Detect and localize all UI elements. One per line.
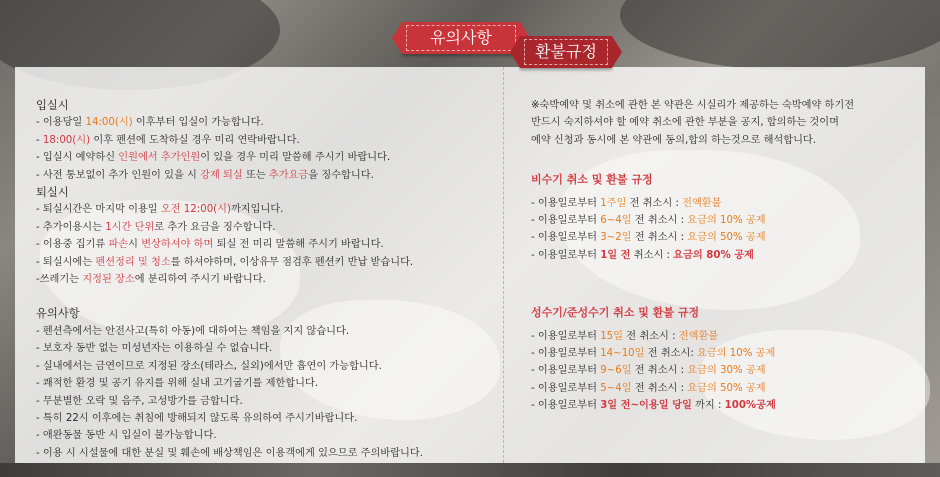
highlight-text: 요금의 30% 공제 bbox=[687, 365, 766, 377]
plain-text: - 퇴실시에는 bbox=[36, 256, 96, 268]
list-item bbox=[531, 195, 911, 212]
bottom-band bbox=[0, 463, 940, 477]
list-item bbox=[531, 247, 911, 264]
list-item bbox=[531, 345, 911, 362]
list-item bbox=[36, 219, 501, 236]
highlight-text: 18:00(시) bbox=[42, 134, 91, 146]
plain-text: 전 취소시 : bbox=[623, 330, 679, 342]
list-item bbox=[531, 328, 911, 345]
list-item bbox=[36, 254, 501, 271]
plain-text: - 이용일로부터 bbox=[531, 215, 601, 227]
list-item bbox=[36, 236, 501, 253]
plain-text: 전 취소시 : bbox=[631, 365, 688, 377]
refund-column bbox=[531, 97, 911, 415]
plain-text: - 입실시 예약하신 bbox=[36, 152, 119, 164]
refund-intro bbox=[531, 97, 911, 149]
list-item bbox=[531, 397, 911, 414]
plain-text: 취소시 : bbox=[630, 249, 674, 261]
highlight-text: 1주일 bbox=[600, 197, 627, 209]
highlight-text: 오전 12:00(시) bbox=[160, 204, 231, 216]
list-item bbox=[531, 229, 911, 246]
plain-text: 전 취소시 : bbox=[631, 232, 688, 244]
plain-text: 전 취소시 : bbox=[626, 197, 683, 209]
peak-list bbox=[531, 328, 911, 415]
highlight-text: 인원에서 추가인원 bbox=[118, 152, 201, 164]
plain-text: - 이용일로부터 bbox=[531, 232, 601, 244]
highlight-text: 15일 bbox=[600, 330, 624, 342]
plain-text: 까지 : bbox=[691, 400, 725, 412]
list-item bbox=[36, 132, 501, 149]
plain-text: - 이용일로부터 bbox=[531, 348, 601, 360]
plain-text: - 퇴실시간은 마지막 이용일 bbox=[36, 204, 161, 216]
plain-text: 전 취소시 : bbox=[631, 215, 688, 227]
highlight-text: 14~10일 bbox=[600, 348, 645, 360]
highlight-text: 추가요금 bbox=[268, 169, 309, 181]
list-item bbox=[531, 380, 911, 397]
plain-text: -쓰레기는 bbox=[36, 274, 83, 286]
plain-text: - 이용중 집기류 bbox=[36, 239, 109, 251]
plain-text: - 추가이용시는 bbox=[36, 221, 106, 233]
highlight-text: 전액환불 bbox=[678, 330, 719, 342]
highlight-text: 파손 bbox=[108, 239, 129, 251]
tab-refund[interactable] bbox=[520, 36, 612, 68]
list-item: - 무분별한 오락 및 음주, 고성방가를 금합니다. bbox=[36, 395, 243, 407]
list-item: - 쾌적한 환경 및 공기 유지를 위해 실내 고기굽기를 제한합니다. bbox=[36, 378, 319, 390]
highlight-text: 3일 전~이용일 당일 bbox=[600, 400, 692, 412]
list-item: - 이용 시 시설물에 대한 분실 및 훼손에 배상책임은 이용객에게 있으므로 주의바랍니다. bbox=[36, 447, 423, 459]
list-item bbox=[531, 362, 911, 379]
plain-text: 이 있을 경우 미리 말씀해 주시기 바랍니다. bbox=[200, 152, 391, 164]
highlight-text: 전액환불 bbox=[682, 197, 722, 209]
list-item: ※숙박예약 및 취소에 관한 본 약관은 시실리가 제공하는 숙박예약 하기전 bbox=[531, 100, 855, 111]
plain-text: - bbox=[36, 134, 43, 146]
plain-text: - 이용일로부터 bbox=[531, 330, 601, 342]
plain-text: - 이용일로부터 bbox=[531, 365, 601, 377]
list-item: - 특히 22시 이후에는 취침에 방해되지 않도록 유의하여 주시기바랍니다. bbox=[36, 412, 358, 424]
highlight-text: 요금의 80% 공제 bbox=[673, 249, 754, 261]
highlight-text: 3~2일 bbox=[600, 232, 632, 244]
offpeak-list bbox=[531, 195, 911, 265]
plain-text: 을 징수합니다. bbox=[308, 169, 374, 181]
tab-refund-label: 환불규정 bbox=[524, 39, 608, 65]
highlight-text: 5~4일 bbox=[600, 382, 632, 394]
checkout-heading: 퇴실시 bbox=[36, 186, 69, 200]
plain-text: - 이용일로부터 bbox=[531, 249, 601, 261]
column-divider bbox=[503, 67, 504, 463]
list-item: 반드시 숙지하셔야 할 예약 취소에 관한 부분을 공지, 합의하는 것이며 bbox=[531, 117, 839, 129]
plain-text: - 이용일로부터 bbox=[531, 400, 601, 412]
plain-text: 를 하셔야하며, 이상유무 점검후 펜션키 반납 받습니다. bbox=[170, 256, 414, 268]
highlight-text: 1일 전 bbox=[600, 249, 631, 261]
list-item: 예약 신청과 동시에 본 약관에 동의,합의 하는것으로 해석합니다. bbox=[531, 134, 817, 146]
highlight-text: 강제 퇴실 bbox=[200, 169, 243, 181]
list-item bbox=[36, 271, 501, 288]
highlight-text: 요금의 10% 공제 bbox=[687, 215, 766, 227]
highlight-text: 지정된 장소 bbox=[82, 274, 135, 286]
highlight-text: 6~4일 bbox=[600, 215, 632, 227]
plain-text: 전 취소시: bbox=[644, 348, 698, 360]
plain-text: 까지입니다. bbox=[230, 204, 284, 216]
plain-text: - 이용일로부터 bbox=[531, 382, 601, 394]
highlight-text: 요금의 10% 공제 bbox=[697, 348, 776, 360]
plain-text: 전 취소시 : bbox=[631, 382, 688, 394]
list-item: - 펜션측에서는 안전사고(특히 아동)에 대하여는 책임을 지지 않습니다. bbox=[36, 325, 350, 337]
caution-heading: 유의사항 bbox=[36, 307, 80, 321]
list-item: - 실내에서는 금연이므로 지정된 장소(테라스, 실외)에서만 흡연이 가능합니다. bbox=[36, 360, 382, 372]
list-item bbox=[36, 201, 501, 218]
checkout-list bbox=[36, 201, 501, 288]
plain-text: 로 추가 요금을 징수합니다. bbox=[154, 221, 276, 233]
plain-text: 이후부터 입실이 가능합니다. bbox=[132, 117, 264, 129]
highlight-text: 변상하셔야 하며 bbox=[141, 239, 214, 251]
plain-text: - 이용일로부터 bbox=[531, 197, 601, 209]
tab-notice[interactable] bbox=[402, 22, 520, 54]
plain-text: - 이용당일 bbox=[36, 117, 86, 129]
list-item bbox=[531, 212, 911, 229]
peak-heading: 성수기/준성수기 취소 및 환불 규정 bbox=[531, 306, 700, 320]
list-item bbox=[36, 114, 501, 131]
highlight-text: 1시간 단위 bbox=[105, 221, 155, 233]
highlight-text: 100%공제 bbox=[724, 400, 776, 412]
notice-column bbox=[36, 97, 501, 462]
offpeak-heading: 비수기 취소 및 환불 규정 bbox=[531, 173, 653, 187]
highlight-text: 9~6일 bbox=[600, 365, 632, 377]
plain-text: 시 bbox=[128, 239, 142, 251]
plain-text: 또는 bbox=[242, 169, 269, 181]
highlight-text: 요금의 50% 공제 bbox=[687, 232, 766, 244]
plain-text: 에 분리하여 주시기 바랍니다. bbox=[134, 274, 266, 286]
highlight-text: 요금의 50% 공제 bbox=[687, 382, 766, 394]
list-item bbox=[36, 149, 501, 166]
tab-notice-label: 유의사항 bbox=[406, 25, 516, 51]
list-item: - 보호자 동반 없는 미성년자는 이용하실 수 없습니다. bbox=[36, 343, 273, 355]
list-item bbox=[36, 167, 501, 184]
highlight-text: 14:00(시) bbox=[85, 117, 133, 129]
caution-list bbox=[36, 323, 501, 462]
background-foliage bbox=[620, 0, 940, 70]
checkin-list bbox=[36, 114, 501, 184]
plain-text: 퇴실 전 미리 말씀해 주시기 바랍니다. bbox=[213, 239, 384, 251]
plain-text: 이후 펜션에 도착하실 경우 미리 연락바랍니다. bbox=[90, 134, 300, 146]
list-item: - 애완동물 동반 시 입실이 불가능합니다. bbox=[36, 430, 217, 442]
highlight-text: 펜션정리 및 청소 bbox=[95, 256, 171, 268]
plain-text: - 사전 통보없이 추가 인원이 있을 시 bbox=[36, 169, 201, 181]
checkin-heading: 입실시 bbox=[36, 99, 69, 112]
